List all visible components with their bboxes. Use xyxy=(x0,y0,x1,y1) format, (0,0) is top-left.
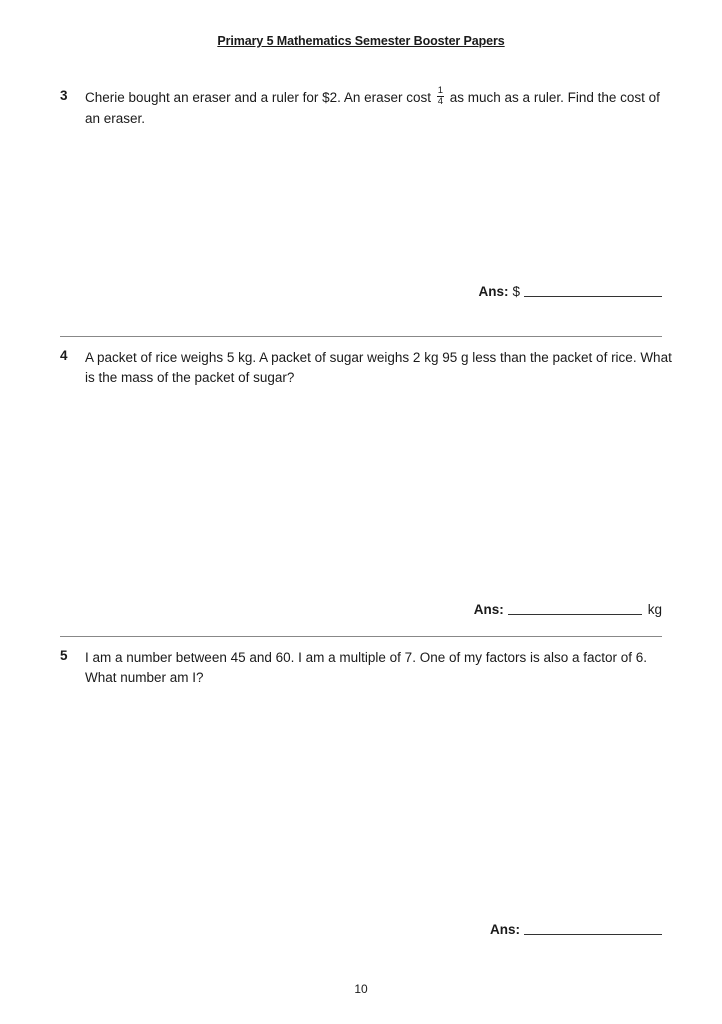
question-text: I am a number between 45 and 60. I am a multiple of 7. One of my factors is also a factor of 6. What number am I? xyxy=(85,650,648,685)
answer-currency-prefix: $ xyxy=(512,284,520,299)
answer-blank-line[interactable] xyxy=(524,282,662,297)
fraction-numerator: 1 xyxy=(437,85,444,96)
question-number: 5 xyxy=(60,648,68,663)
question-number: 3 xyxy=(60,88,68,103)
question-number: 4 xyxy=(60,348,68,363)
question-text xyxy=(85,85,675,129)
section-divider xyxy=(60,636,662,637)
answer-blank-line[interactable] xyxy=(508,600,642,615)
answer-row-q5 xyxy=(490,920,662,937)
answer-label: Ans: xyxy=(490,922,520,937)
question-text-part-2: as much as a ruler. Find the cost of an eraser. xyxy=(85,90,660,126)
section-divider xyxy=(60,336,662,337)
answer-unit-suffix: kg xyxy=(647,602,662,617)
fraction-denominator: 4 xyxy=(437,96,444,107)
answer-row-q3 xyxy=(478,282,662,299)
fraction xyxy=(437,86,444,107)
answer-row-q4 xyxy=(474,600,662,617)
answer-blank-line[interactable] xyxy=(524,920,662,935)
page-number: 10 xyxy=(354,982,368,996)
question-text-part-1: Cherie bought an eraser and a ruler for $2. An eraser cost xyxy=(85,90,431,106)
page-header-title: Primary 5 Mathematics Semester Booster Papers xyxy=(217,34,505,48)
answer-label: Ans: xyxy=(478,284,509,299)
question-text: A packet of rice weighs 5 kg. A packet of sugar weighs 2 kg 95 g less than the packet of rice. What is the mass of the packet of sugar? xyxy=(85,350,672,385)
answer-label: Ans: xyxy=(473,602,504,617)
